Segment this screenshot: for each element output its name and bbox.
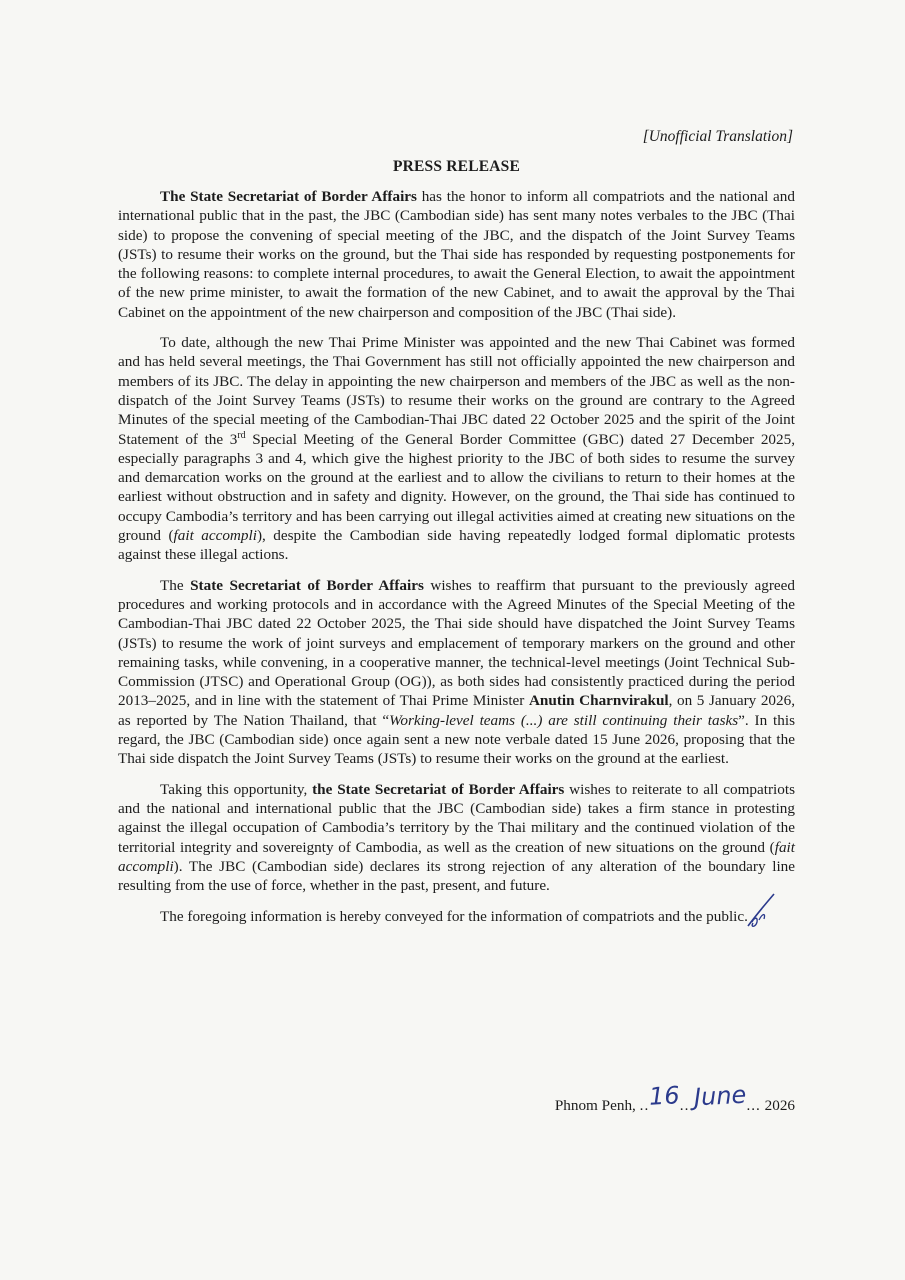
paragraph-3 xyxy=(118,576,795,769)
p3-text-2: wishes to reaffirm that pursuant to the previously agreed procedures and working protocols and in accordance with the Agreed Minutes of the Special Meeting of the Cambodian-Thai JBC dated 22 October 2025, the Thai side should have dispatched the Joint Survey Teams (JSTs) to resume the work of joint surveys and emplacement of temporary markers on the ground and other remaining tasks, while convening, in a cooperative manner, the technical-level meetings (Joint Technical Sub-Commission (JTSC) and Operational Group (OG)), as both sides had consistently practiced during the period 2013–2025, and in line with the statement of Thai Prime Minister xyxy=(118,576,795,710)
date-dots-1: .. xyxy=(639,1097,650,1114)
p2-italic: fait accompli xyxy=(173,527,257,545)
paragraph-2 xyxy=(118,333,795,565)
closing-statement xyxy=(118,906,795,926)
p2-text-3: ), despite the Cambodian side having repeatedly lodged formal diplomatic protests against these illegal actions. xyxy=(118,527,795,564)
date-dots-3: ... xyxy=(746,1097,761,1114)
p3-bold-2: Anutin Charnvirakul xyxy=(528,692,669,710)
p1-text: has the honor to inform all compatriots and the national and international public that in the past, the JBC (Cambodian side) has sent many notes verbales to the JBC (Thai side) to propose the convening of special meeting of the JBC, and the dispatch of the Joint Survey Teams (JSTs) to resume their works on the ground, but the Thai side has responded by requesting postponements for the following reasons: to complete internal procedures, to await the General Election, to await the appointment of the new prime minister, to await the formation of the new Cabinet, and to await the approval by the Thai Cabinet on the appointment of the new chairperson and composition of the JBC (Thai side). xyxy=(118,188,795,321)
date-place: Phnom Penh, xyxy=(554,1097,640,1114)
p3-italic: Working-level teams (...) are still continuing their tasks xyxy=(389,711,739,729)
p2-text-1: To date, although the new Thai Prime Minister was appointed and the new Thai Cabinet was formed and has held several meetings, the Thai Government has still not officially appointed the new chairperson and members of its JBC. The delay in appointing the new chairperson and members of the JBC as well as the non-dispatch of the Joint Survey Teams (JSTs) to resume their works on the ground are contrary to the Agreed Minutes of the special meeting of the Cambodian-Thai JBC dated 22 October 2025 and the spirit of the Joint Statement of the 3 xyxy=(118,334,795,448)
paragraph-1 xyxy=(118,187,795,322)
date-day-handwritten: 16 xyxy=(648,1081,681,1111)
initials-mark xyxy=(748,906,778,926)
p2-superscript: rd xyxy=(237,429,246,441)
closing-text: The foregoing information is hereby conveyed for the information of compatriots and the public. xyxy=(160,908,748,926)
p4-text-1: Taking this opportunity, xyxy=(160,780,313,798)
page-title: PRESS RELEASE xyxy=(392,158,521,175)
paragraph-4 xyxy=(118,780,795,896)
p4-italic: fait accompli xyxy=(118,838,795,875)
p4-text-2: wishes to reiterate to all compatriots and the national and international public that the JBC (Cambodian side) takes a firm stance in protesting against the illegal occupation of Cambodia’s territory by the Thai military and the continued violation of the territorial integrity and sovereignty of Cambodia, as well as the creation of new situations on the ground ( xyxy=(118,780,795,856)
p3-text-3: , on 5 January 2026, as reported by The Nation Thailand, that “ xyxy=(118,692,796,729)
p3-text-1: The xyxy=(160,576,191,594)
p3-bold-1: State Secretariat of Border Affairs xyxy=(190,576,424,594)
initials-signature-icon xyxy=(744,892,778,930)
date-year: 2026 xyxy=(760,1097,795,1114)
date-month-handwritten: June xyxy=(693,1080,748,1112)
p4-bold-1: the State Secretariat of Border Affairs xyxy=(312,780,565,798)
date-dots-2: ... xyxy=(679,1097,695,1114)
p3-text-4: ”. In this regard, the JBC (Cambodian side) once again sent a new note verbale dated 15 June 2026, proposing that the Thai side dispatch the Joint Survey Teams (JSTs) to resume their works on the ground at the earliest. xyxy=(118,711,795,768)
p4-text-3: ). The JBC (Cambodian side) declares its strong rejection of any alteration of the boundary line resulting from the use of force, whether in the past, present, and future. xyxy=(118,857,795,895)
translation-note: [Unofficial Translation] xyxy=(642,128,793,145)
p1-lead-bold: The State Secretariat of Border Affairs xyxy=(160,188,417,205)
p2-text-2: Special Meeting of the General Border Committee (GBC) dated 27 December 2025, especially paragraphs 3 and 4, which give the highest priority to the JBC of both sides to resume the survey and demarcation works on the ground at the earliest and to allow the civilians to return to their homes at the earliest without obstruction and in safety and dignity. However, on the ground, the Thai side has continued to occupy Cambodia’s territory and has been carrying out illegal activities aimed at creating new situations on the ground ( xyxy=(118,430,795,545)
date-line xyxy=(554,1080,795,1116)
